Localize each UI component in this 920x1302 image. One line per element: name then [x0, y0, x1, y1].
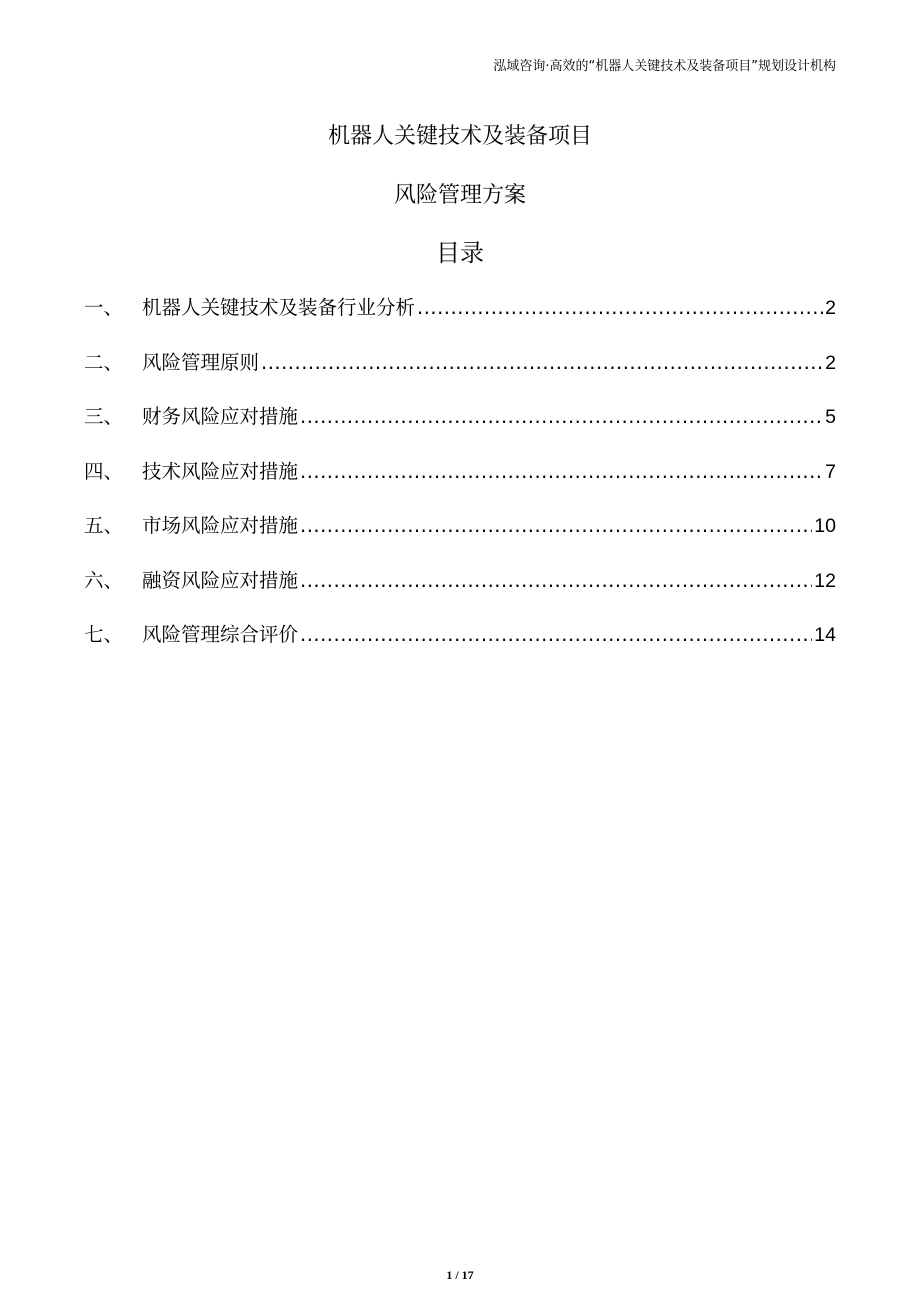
table-of-contents: [84, 292, 836, 674]
toc-entry-page: 7: [825, 460, 836, 483]
toc-entry-number: 五、: [84, 514, 124, 537]
toc-dot-leader: [300, 401, 823, 433]
toc-entry-label: 风险管理原则: [142, 350, 260, 374]
toc-entry-page: 2: [825, 297, 836, 319]
toc-entry[interactable]: [84, 401, 836, 456]
toc-entry-label: 市场风险应对措施: [142, 514, 299, 537]
toc-entry-number: 三、: [84, 405, 124, 428]
toc-dot-leader: [261, 347, 823, 379]
toc-entry-number: 七、: [84, 623, 124, 646]
toc-entry[interactable]: [84, 565, 836, 620]
document-subtitle: 风险管理方案: [393, 183, 526, 208]
page-number: 1 / 17: [446, 1268, 474, 1282]
toc-entry-page: 14: [814, 624, 836, 646]
page-header: 泓域咨询·高效的“机器人关键技术及装备项目”规划设计机构: [493, 59, 836, 74]
toc-entry[interactable]: [84, 292, 836, 347]
toc-dot-leader: [300, 619, 812, 651]
toc-entry-page: 2: [825, 351, 836, 374]
toc-entry[interactable]: [84, 510, 836, 565]
document-title: 机器人关键技术及装备项目: [327, 124, 592, 149]
toc-entry-label: 机器人关键技术及装备行业分析: [142, 296, 416, 319]
toc-entry-label: 融资风险应对措施: [142, 568, 299, 592]
toc-entry-page: 10: [814, 515, 836, 537]
toc-entry[interactable]: [84, 456, 836, 511]
toc-entry-number: 六、: [84, 568, 124, 592]
toc-dot-leader: [417, 292, 823, 324]
toc-entry-page: 12: [814, 569, 836, 592]
toc-entry-number: 四、: [84, 459, 124, 483]
toc-entry[interactable]: [84, 619, 836, 674]
toc-entry-page: 5: [825, 406, 836, 428]
toc-dot-leader: [300, 565, 812, 597]
toc-dot-leader: [300, 510, 812, 542]
toc-entry-number: 一、: [84, 296, 124, 319]
toc-entry-label: 风险管理综合评价: [142, 623, 299, 646]
toc-entry[interactable]: [84, 347, 836, 402]
toc-dot-leader: [300, 456, 823, 488]
toc-entry-label: 技术风险应对措施: [142, 459, 299, 483]
header-divider: [84, 82, 836, 83]
toc-entry-number: 二、: [84, 350, 124, 374]
toc-heading: 目录: [436, 239, 484, 267]
toc-entry-label: 财务风险应对措施: [142, 405, 299, 428]
